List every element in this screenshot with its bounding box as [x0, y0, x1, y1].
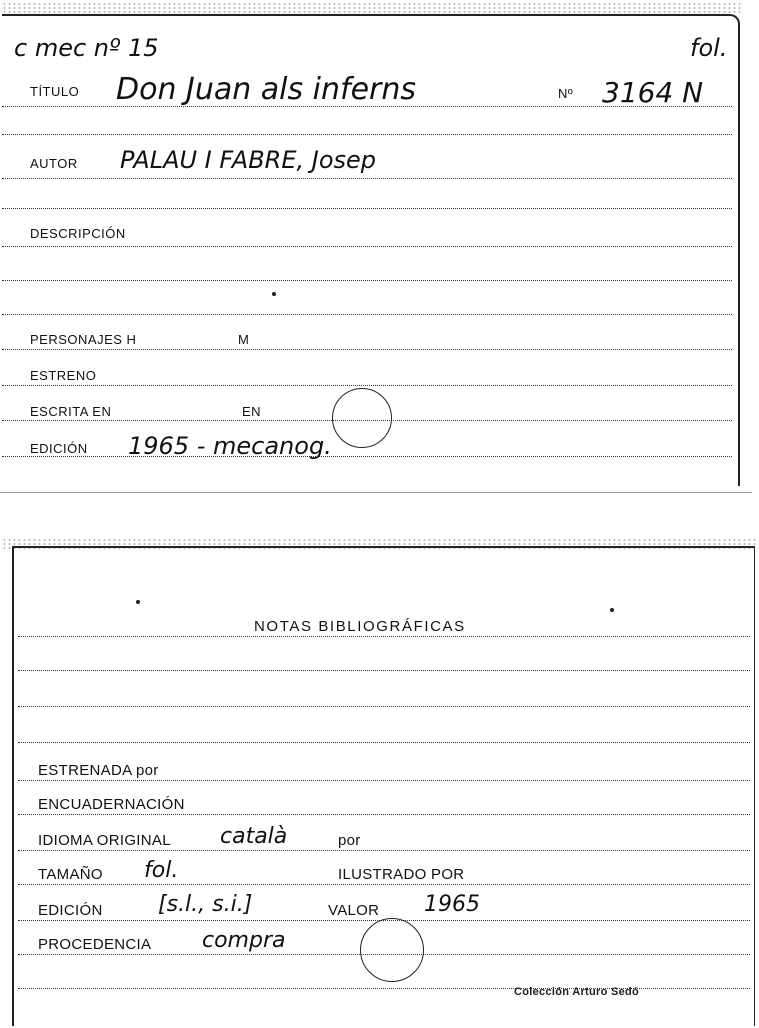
idioma-por-label: por	[338, 832, 361, 849]
idioma-value: català	[220, 824, 288, 849]
escrita-en-second-label: EN	[242, 404, 262, 419]
procedencia-value: compra	[202, 928, 286, 953]
ink-dot	[610, 608, 614, 612]
ink-dot	[272, 292, 276, 296]
ruled-line	[18, 780, 750, 781]
edicion-value: 1965 - mecanog.	[128, 432, 332, 460]
ruled-line	[2, 385, 732, 386]
ruled-line	[18, 884, 750, 885]
ruled-line	[18, 670, 750, 671]
autor-label: AUTOR	[30, 156, 78, 171]
valor-value: 1965	[424, 892, 480, 917]
ruled-line	[18, 850, 750, 851]
catalog-card-front	[2, 14, 740, 486]
ruled-line	[2, 246, 732, 247]
ruled-line	[18, 636, 750, 637]
catalog-card-back	[12, 546, 755, 1026]
stamp-circle	[360, 918, 424, 982]
idioma-label: IDIOMA ORIGINAL	[38, 832, 171, 849]
ruled-line	[2, 208, 732, 209]
personajes-m-label: M	[238, 332, 250, 347]
collection-credit: Colección Arturo Sedó	[514, 986, 640, 998]
ruled-line	[2, 106, 732, 107]
tamano-value: fol.	[144, 858, 179, 883]
procedencia-label: PROCEDENCIA	[38, 936, 152, 953]
estreno-label: ESTRENO	[30, 368, 97, 383]
ink-dot	[136, 600, 140, 604]
titulo-label: TÍTULO	[30, 84, 80, 99]
scan-speckle	[2, 538, 759, 550]
ruled-line	[2, 280, 732, 281]
descripcion-label: DESCRIPCIÓN	[30, 226, 126, 241]
ruled-line	[2, 456, 732, 457]
edicion-back-label: EDICIÓN	[38, 902, 103, 919]
autor-value: PALAU I FABRE, Josep	[120, 146, 377, 174]
edicion-back-value: [s.l., s.i.]	[158, 892, 253, 917]
escrita-en-label: ESCRITA EN	[30, 404, 112, 419]
ruled-line	[2, 314, 732, 315]
valor-label: VALOR	[328, 902, 380, 919]
ruled-line	[2, 349, 732, 350]
ilustrado-label: ILUSTRADO POR	[338, 866, 465, 883]
ruled-line	[2, 178, 732, 179]
encuadernacion-label: ENCUADERNACIÓN	[38, 796, 185, 813]
numero-value: 3164 N	[602, 76, 704, 109]
scan-speckle	[2, 2, 742, 14]
ruled-line	[18, 742, 750, 743]
stamp-circle	[332, 388, 392, 448]
edicion-label: EDICIÓN	[30, 441, 88, 456]
titulo-value: Don Juan als inferns	[116, 72, 417, 107]
numero-label: Nº	[558, 86, 574, 101]
ruled-line	[2, 134, 732, 135]
notas-heading: NOTAS BIBLIOGRÁFICAS	[254, 618, 466, 635]
ruled-line	[18, 706, 750, 707]
personajes-label: PERSONAJES H	[30, 332, 137, 347]
tamano-label: TAMAÑO	[38, 866, 103, 883]
format-note: fol.	[690, 34, 728, 62]
ruled-line	[18, 814, 750, 815]
reference-note: c mec nº 15	[14, 34, 159, 62]
estrenada-label: ESTRENADA por	[38, 762, 159, 779]
ruled-line	[18, 988, 750, 989]
card-separator	[0, 492, 752, 493]
